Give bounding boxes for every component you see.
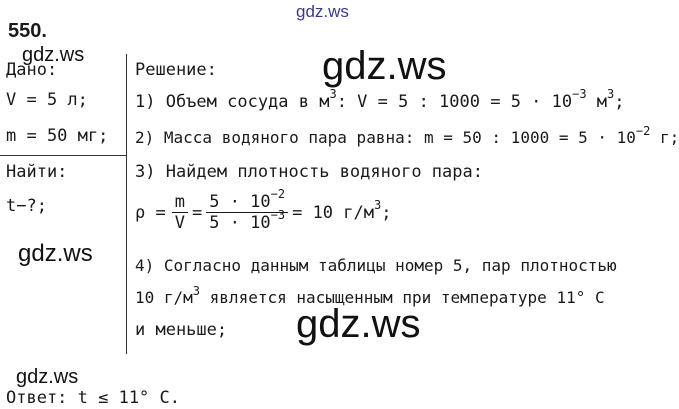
result-exp: 3 bbox=[373, 197, 382, 212]
watermark-top: gdz.ws bbox=[296, 2, 349, 21]
given-volume: V = 5 л; bbox=[6, 90, 88, 110]
step1-unit: м bbox=[586, 92, 608, 112]
step4-exp: 3 bbox=[192, 283, 201, 298]
step2-exp: −2 bbox=[635, 123, 651, 138]
fraction-v: V bbox=[174, 213, 185, 233]
step1-text: 1) Объем сосуда в м bbox=[135, 92, 330, 112]
find-temperature: t−?; bbox=[6, 196, 47, 216]
fraction-m: m bbox=[172, 192, 188, 213]
find-heading: Найти: bbox=[6, 162, 68, 182]
step1-exp: 3 bbox=[329, 87, 337, 102]
step2-text: 2) Масса водяного пара равна: m = 50 : 1000 = 5 · 10 bbox=[135, 128, 636, 147]
problem-number: 550. bbox=[8, 20, 47, 42]
density-formula bbox=[135, 187, 392, 233]
solution-heading: Решение: bbox=[135, 60, 217, 80]
rho-symbol: ρ = bbox=[135, 202, 166, 223]
num-exp: −2 bbox=[270, 187, 286, 202]
watermark-bottom-left: gdz.ws bbox=[16, 366, 79, 388]
step1-end: ; bbox=[614, 92, 625, 112]
step1-eq-exp: −3 bbox=[572, 87, 587, 102]
solution-step-1 bbox=[135, 87, 625, 112]
fraction-denominator bbox=[206, 208, 288, 233]
solution-step-4-line-2 bbox=[135, 283, 605, 307]
density-result bbox=[292, 197, 392, 223]
result-text: = 10 г/м bbox=[292, 202, 374, 223]
solution-step-2 bbox=[135, 123, 679, 147]
equals-sign: = bbox=[191, 202, 203, 223]
result-end: ; bbox=[381, 202, 392, 223]
watermark-main: gdz.ws bbox=[322, 44, 447, 88]
step2-end: г; bbox=[650, 128, 679, 147]
fraction-m-over-v bbox=[172, 192, 188, 233]
solution-step-4-line-3: и меньше; bbox=[135, 320, 228, 340]
fraction-values bbox=[206, 187, 288, 233]
num-base: 5 · 10 bbox=[209, 192, 271, 212]
step1-eq: : V = 5 : 1000 = 5 · 10 bbox=[336, 92, 573, 112]
given-mass: m = 50 мг; bbox=[6, 126, 109, 146]
step4-rest: является насыщенным при температуре 11° C bbox=[200, 288, 605, 307]
solution-step-4-line-1: 4) Согласно данным таблицы номер 5, пар плотностью bbox=[135, 256, 617, 275]
given-heading: Дано: bbox=[6, 60, 58, 80]
divider-horizontal bbox=[0, 155, 126, 156]
den-base: 5 · 10 bbox=[209, 213, 271, 233]
watermark-center: gdz.ws bbox=[296, 302, 421, 346]
divider-vertical bbox=[126, 54, 127, 354]
den-exp: −3 bbox=[270, 208, 286, 223]
step4-density: 10 г/м bbox=[135, 288, 193, 307]
solution-step-3: 3) Найдем плотность водяного пара: bbox=[135, 162, 483, 182]
answer: Ответ: t ≤ 11° C. bbox=[6, 388, 180, 408]
watermark-left-middle: gdz.ws bbox=[18, 240, 93, 267]
step1-unit-exp: 3 bbox=[607, 87, 615, 102]
watermark-left-top: gdz.ws bbox=[22, 44, 85, 66]
